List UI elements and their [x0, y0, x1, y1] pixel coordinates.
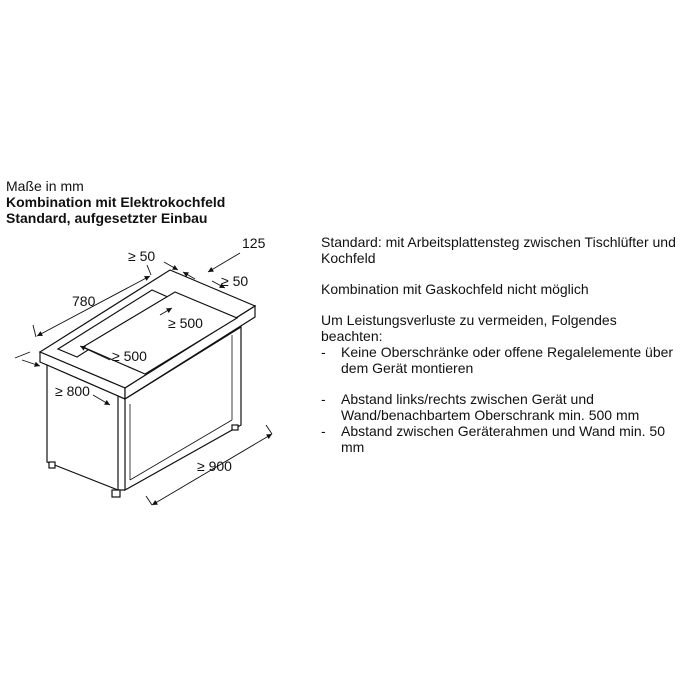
dim-cabinet-width: ≥ 900: [197, 458, 232, 474]
dim-gap-left: ≥ 50: [128, 248, 156, 264]
note-bullets: [321, 344, 681, 455]
bullet-item: - Abstand zwischen Geräterahmen und Wand min. 50 mm: [321, 423, 681, 455]
subtitle-installation: Standard, aufgesetzter Einbau: [6, 210, 208, 226]
dim-width: 780: [72, 293, 96, 309]
bullet-item: - Keine Oberschränke oder offene Regalelemente über dem Gerät montieren: [321, 344, 681, 376]
dim-top-depth: 125: [242, 235, 266, 251]
bullet-item: - Abstand links/rechts zwischen Gerät und Wand/benachbartem Oberschrank min. 500 mm: [321, 391, 681, 423]
note-loss-intro: Um Leistungsverluste zu vermeiden, Folgendes beachten:: [321, 312, 617, 344]
subtitle-combination: Kombination mit Elektrokochfeld: [6, 194, 226, 210]
note-gas: Kombination mit Gaskochfeld nicht möglich: [321, 281, 589, 297]
leg-back-right: [232, 425, 238, 430]
dim-cutout-width: ≥ 500: [112, 348, 147, 364]
dim-cutout-depth: ≥ 500: [168, 315, 203, 331]
dim-cabinet-depth: ≥ 800: [55, 383, 90, 399]
leg-front-left: [49, 462, 55, 468]
note-standard: Standard: mit Arbeitsplattensteg zwischen Tischlüfter und Kochfeld: [321, 234, 676, 266]
dim-gap-right: ≥ 50: [221, 273, 249, 289]
units-label: Maße in mm: [6, 178, 84, 194]
leg-front-right: [112, 490, 120, 497]
installation-notes: [321, 234, 681, 455]
